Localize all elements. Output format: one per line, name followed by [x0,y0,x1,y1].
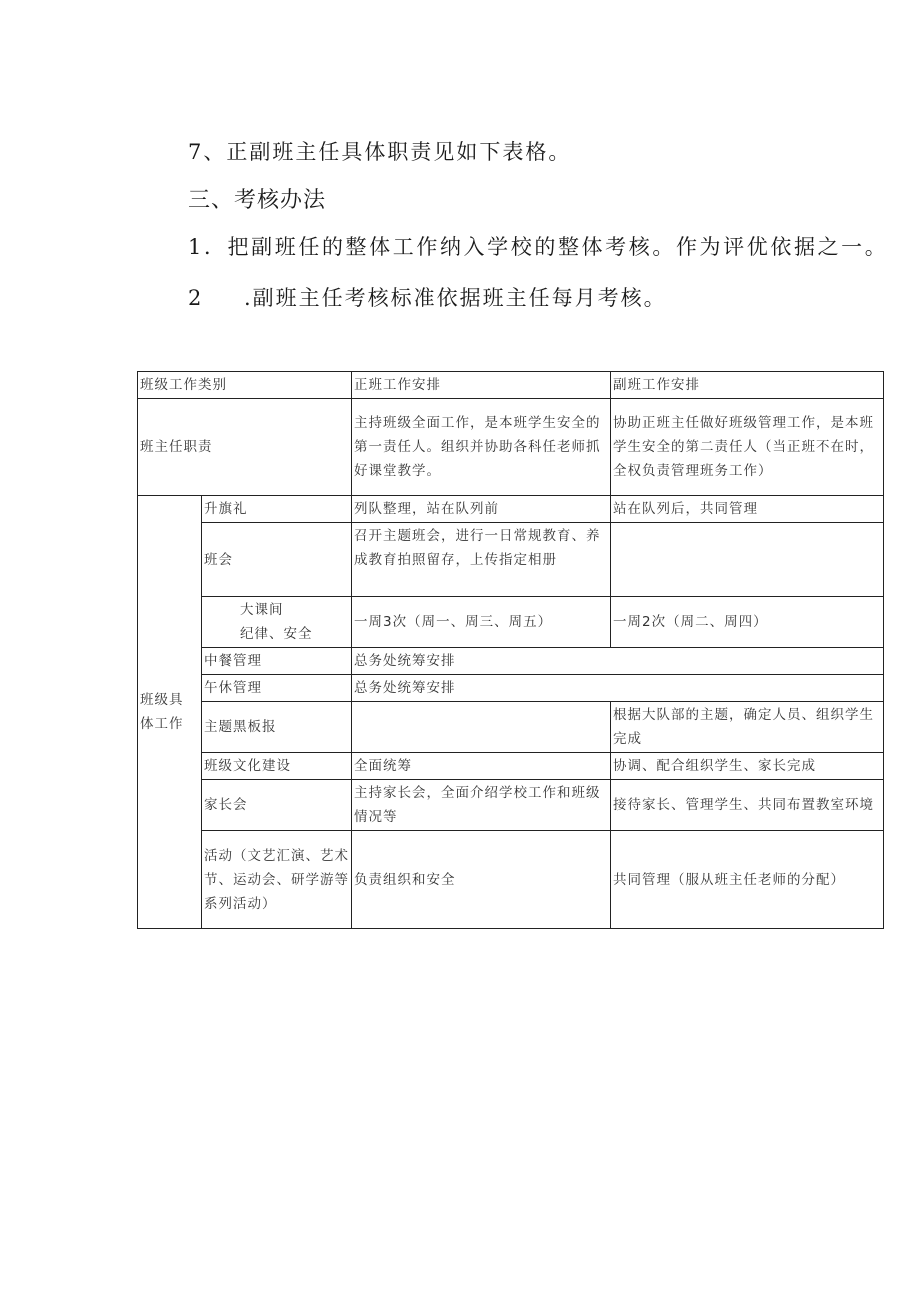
table-row [138,597,884,648]
cell-main: 一周3次（周一、周三、周五） [352,597,611,648]
item-blackboard: 主题黑板报 [202,702,352,753]
item-nap-management: 午休管理 [202,675,352,702]
item-recess-activity [202,597,352,648]
duty-table [137,371,884,929]
cell-assistant: 共同管理（服从班主任老师的分配） [611,831,884,929]
cell-assistant-duty: 协助正班主任做好班级管理工作，是本班学生安全的第二责任人（当正班不在时，全权负责管理班务工作） [611,399,884,496]
cell-assistant: 站在队列后，共同管理 [611,496,884,523]
item-parent-meeting: 家长会 [202,780,352,831]
table-row [138,702,884,753]
item-text: .副班主任考核标准依据班主任每月考核。 [244,286,667,310]
cell-assistant [611,523,884,597]
item-number: 2 [188,286,204,310]
table-row [138,648,884,675]
cell-main-duty: 主持班级全面工作，是本班学生安全的第一责任人。组织并协助各科任老师抓好课堂教学。 [352,399,611,496]
item-lunch-management: 中餐管理 [202,648,352,675]
paragraph-7-duties-intro: 7、正副班主任具体职责见如下表格。 [188,140,572,164]
cell-assistant: 根据大队部的主题，确定人员、组织学生完成 [611,702,884,753]
paragraph-assessment-1: 1．把副班任的整体工作纳入学校的整体考核。作为评优依据之一。 [188,235,889,259]
cell-main: 列队整理，站在队列前 [352,496,611,523]
cell-assistant: 接待家长、管理学生、共同布置教室环境 [611,780,884,831]
header-category: 班级工作类别 [138,372,352,399]
cell-main [352,702,611,753]
cell-merged: 总务处统筹安排 [352,675,884,702]
group-label-class-work [138,496,202,929]
table-row [138,399,884,496]
item-activities: 活动（文艺汇演、艺术节、运动会、研学游等系列活动） [202,831,352,929]
table-row [138,753,884,780]
row-label-duty: 班主任职责 [138,399,352,496]
item-line: 纪律、安全 [240,626,313,642]
table-header-row [138,372,884,399]
group-label-line: 班级具 [140,692,184,708]
table-row [138,831,884,929]
item-line: 大课间 [240,602,284,618]
header-main-teacher: 正班工作安排 [352,372,611,399]
section-heading-assessment: 三、考核办法 [188,188,327,213]
cell-main: 负责组织和安全 [352,831,611,929]
cell-main: 主持家长会，全面介绍学校工作和班级情况等 [352,780,611,831]
item-class-meeting: 班会 [202,523,352,597]
cell-merged: 总务处统筹安排 [352,648,884,675]
table-row [138,780,884,831]
cell-assistant: 协调、配合组织学生、家长完成 [611,753,884,780]
cell-main: 召开主题班会，进行一日常规教育、养成教育拍照留存，上传指定相册 [352,523,611,597]
table-row [138,523,884,597]
cell-assistant: 一周2次（周二、周四） [611,597,884,648]
item-flag-ceremony: 升旗礼 [202,496,352,523]
header-assistant-teacher: 副班工作安排 [611,372,884,399]
cell-main: 全面统筹 [352,753,611,780]
table-row [138,675,884,702]
table-row [138,496,884,523]
paragraph-assessment-2 [188,282,667,312]
item-class-culture: 班级文化建设 [202,753,352,780]
group-label-line: 体工作 [140,716,184,732]
